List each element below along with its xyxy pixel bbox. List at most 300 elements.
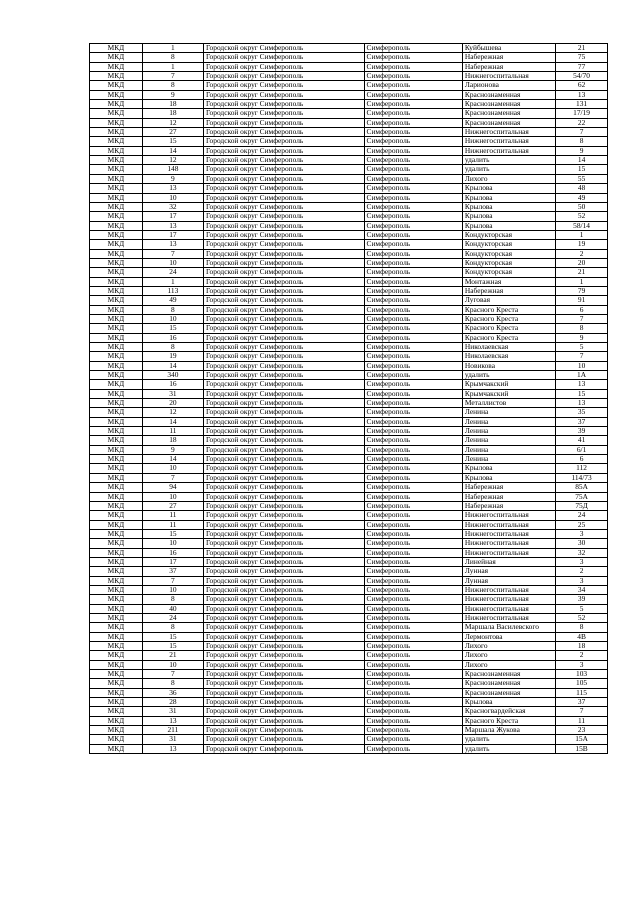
object-type-cell: МКД bbox=[90, 314, 143, 323]
number-cell: 13 bbox=[142, 184, 203, 193]
object-type-cell: МКД bbox=[90, 585, 143, 594]
table-row bbox=[90, 436, 608, 445]
city-cell: Симферополь bbox=[364, 286, 462, 295]
house-cell: 3 bbox=[556, 660, 608, 669]
table-row bbox=[90, 557, 608, 566]
table-row bbox=[90, 576, 608, 585]
house-cell: 15А bbox=[556, 735, 608, 744]
house-cell: 1А bbox=[556, 371, 608, 380]
street-cell: Крылова bbox=[462, 698, 555, 707]
city-cell: Симферополь bbox=[364, 436, 462, 445]
district-cell: Городской округ Симферополь bbox=[203, 314, 364, 323]
object-type-cell: МКД bbox=[90, 371, 143, 380]
house-cell: 4В bbox=[556, 632, 608, 641]
house-cell: 32 bbox=[556, 548, 608, 557]
city-cell: Симферополь bbox=[364, 333, 462, 342]
number-cell: 7 bbox=[142, 576, 203, 585]
street-cell: Новикова bbox=[462, 361, 555, 370]
city-cell: Симферополь bbox=[364, 128, 462, 137]
house-cell: 20 bbox=[556, 258, 608, 267]
house-cell: 39 bbox=[556, 427, 608, 436]
table-row bbox=[90, 44, 608, 53]
city-cell: Симферополь bbox=[364, 53, 462, 62]
table-row bbox=[90, 156, 608, 165]
object-type-cell: МКД bbox=[90, 698, 143, 707]
street-cell: Маршала Василевского bbox=[462, 623, 555, 632]
house-cell: 13 bbox=[556, 90, 608, 99]
object-type-cell: МКД bbox=[90, 455, 143, 464]
district-cell: Городской округ Симферополь bbox=[203, 427, 364, 436]
district-cell: Городской округ Симферополь bbox=[203, 90, 364, 99]
district-cell: Городской округ Симферополь bbox=[203, 660, 364, 669]
object-type-cell: МКД bbox=[90, 427, 143, 436]
house-cell: 58/14 bbox=[556, 221, 608, 230]
street-cell: Красного Креста bbox=[462, 314, 555, 323]
object-type-cell: МКД bbox=[90, 212, 143, 221]
district-cell: Городской округ Симферополь bbox=[203, 380, 364, 389]
table-row bbox=[90, 343, 608, 352]
district-cell: Городской округ Симферополь bbox=[203, 399, 364, 408]
street-cell: Краснознаменная bbox=[462, 670, 555, 679]
city-cell: Симферополь bbox=[364, 576, 462, 585]
object-type-cell: МКД bbox=[90, 604, 143, 613]
number-cell: 148 bbox=[142, 165, 203, 174]
table-row bbox=[90, 100, 608, 109]
table-row bbox=[90, 642, 608, 651]
street-cell: Набережная bbox=[462, 53, 555, 62]
street-cell: Красного Креста bbox=[462, 716, 555, 725]
object-type-cell: МКД bbox=[90, 623, 143, 632]
district-cell: Городской округ Симферополь bbox=[203, 184, 364, 193]
house-cell: 19 bbox=[556, 240, 608, 249]
district-cell: Городской округ Симферополь bbox=[203, 529, 364, 538]
house-cell: 15В bbox=[556, 744, 608, 753]
table-row bbox=[90, 688, 608, 697]
table-row bbox=[90, 399, 608, 408]
object-type-cell: МКД bbox=[90, 539, 143, 548]
object-type-cell: МКД bbox=[90, 716, 143, 725]
street-cell: Краснознаменная bbox=[462, 118, 555, 127]
object-type-cell: МКД bbox=[90, 632, 143, 641]
district-cell: Городской округ Симферополь bbox=[203, 165, 364, 174]
object-type-cell: МКД bbox=[90, 333, 143, 342]
table-row bbox=[90, 174, 608, 183]
table-row bbox=[90, 613, 608, 622]
street-cell: Набережная bbox=[462, 286, 555, 295]
number-cell: 15 bbox=[142, 324, 203, 333]
table-row bbox=[90, 567, 608, 576]
street-cell: Нижнегоспитальная bbox=[462, 548, 555, 557]
table-row bbox=[90, 501, 608, 510]
district-cell: Городской округ Симферополь bbox=[203, 436, 364, 445]
table-row bbox=[90, 585, 608, 594]
number-cell: 13 bbox=[142, 716, 203, 725]
number-cell: 8 bbox=[142, 679, 203, 688]
object-type-cell: МКД bbox=[90, 286, 143, 295]
number-cell: 13 bbox=[142, 744, 203, 753]
street-cell: Крымчакский bbox=[462, 380, 555, 389]
street-cell: Набережная bbox=[462, 62, 555, 71]
number-cell: 14 bbox=[142, 361, 203, 370]
street-cell: Куйбышева bbox=[462, 44, 555, 53]
city-cell: Симферополь bbox=[364, 670, 462, 679]
object-type-cell: МКД bbox=[90, 305, 143, 314]
object-type-cell: МКД bbox=[90, 445, 143, 454]
number-cell: 16 bbox=[142, 333, 203, 342]
street-cell: Красногвардейская bbox=[462, 707, 555, 716]
table-row bbox=[90, 249, 608, 258]
house-cell: 8 bbox=[556, 623, 608, 632]
object-type-cell: МКД bbox=[90, 389, 143, 398]
city-cell: Симферополь bbox=[364, 109, 462, 118]
street-cell: удалить bbox=[462, 371, 555, 380]
number-cell: 31 bbox=[142, 389, 203, 398]
street-cell: удалить bbox=[462, 156, 555, 165]
house-cell: 11 bbox=[556, 716, 608, 725]
object-type-cell: МКД bbox=[90, 165, 143, 174]
city-cell: Симферополь bbox=[364, 501, 462, 510]
table-row bbox=[90, 529, 608, 538]
number-cell: 1 bbox=[142, 277, 203, 286]
object-type-cell: МКД bbox=[90, 483, 143, 492]
table-row bbox=[90, 324, 608, 333]
house-cell: 39 bbox=[556, 595, 608, 604]
house-cell: 2 bbox=[556, 249, 608, 258]
street-cell: Крымчакский bbox=[462, 389, 555, 398]
city-cell: Симферополь bbox=[364, 258, 462, 267]
street-cell: Красного Креста bbox=[462, 333, 555, 342]
number-cell: 37 bbox=[142, 567, 203, 576]
street-cell: Лихого bbox=[462, 651, 555, 660]
object-type-cell: МКД bbox=[90, 651, 143, 660]
table-row bbox=[90, 305, 608, 314]
street-cell: Кондукторская bbox=[462, 249, 555, 258]
street-cell: Кондукторская bbox=[462, 230, 555, 239]
city-cell: Симферополь bbox=[364, 445, 462, 454]
number-cell: 9 bbox=[142, 174, 203, 183]
object-type-cell: МКД bbox=[90, 501, 143, 510]
city-cell: Симферополь bbox=[364, 642, 462, 651]
district-cell: Городской округ Симферополь bbox=[203, 249, 364, 258]
city-cell: Симферополь bbox=[364, 221, 462, 230]
house-cell: 23 bbox=[556, 726, 608, 735]
house-cell: 105 bbox=[556, 679, 608, 688]
number-cell: 211 bbox=[142, 726, 203, 735]
object-type-cell: МКД bbox=[90, 296, 143, 305]
city-cell: Симферополь bbox=[364, 240, 462, 249]
table-row bbox=[90, 53, 608, 62]
house-cell: 30 bbox=[556, 539, 608, 548]
table-row bbox=[90, 520, 608, 529]
table-row bbox=[90, 473, 608, 482]
object-type-cell: МКД bbox=[90, 464, 143, 473]
district-cell: Городской округ Симферополь bbox=[203, 698, 364, 707]
object-type-cell: МКД bbox=[90, 399, 143, 408]
object-type-cell: МКД bbox=[90, 520, 143, 529]
table-row bbox=[90, 352, 608, 361]
street-cell: Николаевская bbox=[462, 352, 555, 361]
house-cell: 21 bbox=[556, 44, 608, 53]
table-row bbox=[90, 623, 608, 632]
city-cell: Симферополь bbox=[364, 277, 462, 286]
street-cell: Лихого bbox=[462, 642, 555, 651]
street-cell: Луговая bbox=[462, 296, 555, 305]
number-cell: 113 bbox=[142, 286, 203, 295]
street-cell: удалить bbox=[462, 744, 555, 753]
house-cell: 18 bbox=[556, 642, 608, 651]
district-cell: Городской округ Симферополь bbox=[203, 623, 364, 632]
number-cell: 10 bbox=[142, 492, 203, 501]
district-cell: Городской округ Симферополь bbox=[203, 212, 364, 221]
table-row bbox=[90, 81, 608, 90]
number-cell: 32 bbox=[142, 202, 203, 211]
number-cell: 36 bbox=[142, 688, 203, 697]
number-cell: 17 bbox=[142, 212, 203, 221]
district-cell: Городской округ Симферополь bbox=[203, 324, 364, 333]
district-cell: Городской округ Симферополь bbox=[203, 371, 364, 380]
table-row bbox=[90, 90, 608, 99]
house-cell: 3 bbox=[556, 576, 608, 585]
street-cell: Нижнегоспитальная bbox=[462, 585, 555, 594]
number-cell: 15 bbox=[142, 642, 203, 651]
street-cell: Краснознаменная bbox=[462, 100, 555, 109]
house-cell: 14 bbox=[556, 156, 608, 165]
number-cell: 16 bbox=[142, 548, 203, 557]
district-cell: Городской округ Симферополь bbox=[203, 333, 364, 342]
number-cell: 14 bbox=[142, 146, 203, 155]
district-cell: Городской округ Симферополь bbox=[203, 604, 364, 613]
district-cell: Городской округ Симферополь bbox=[203, 670, 364, 679]
number-cell: 28 bbox=[142, 698, 203, 707]
street-cell: Краснознаменная bbox=[462, 90, 555, 99]
city-cell: Симферополь bbox=[364, 567, 462, 576]
object-type-cell: МКД bbox=[90, 613, 143, 622]
city-cell: Симферополь bbox=[364, 585, 462, 594]
object-type-cell: МКД bbox=[90, 184, 143, 193]
table-row bbox=[90, 212, 608, 221]
street-cell: Монтажная bbox=[462, 277, 555, 286]
city-cell: Симферополь bbox=[364, 464, 462, 473]
city-cell: Симферополь bbox=[364, 623, 462, 632]
object-type-cell: МКД bbox=[90, 511, 143, 520]
object-type-cell: МКД bbox=[90, 744, 143, 753]
street-cell: Николаевская bbox=[462, 343, 555, 352]
table-row bbox=[90, 427, 608, 436]
table-row bbox=[90, 314, 608, 323]
city-cell: Симферополь bbox=[364, 679, 462, 688]
table-row bbox=[90, 698, 608, 707]
house-cell: 55 bbox=[556, 174, 608, 183]
city-cell: Симферополь bbox=[364, 408, 462, 417]
number-cell: 10 bbox=[142, 464, 203, 473]
table-row bbox=[90, 670, 608, 679]
number-cell: 14 bbox=[142, 455, 203, 464]
number-cell: 19 bbox=[142, 352, 203, 361]
district-cell: Городской округ Симферополь bbox=[203, 557, 364, 566]
table-row bbox=[90, 296, 608, 305]
table-row bbox=[90, 707, 608, 716]
house-cell: 6/1 bbox=[556, 445, 608, 454]
city-cell: Симферополь bbox=[364, 698, 462, 707]
table-row bbox=[90, 165, 608, 174]
city-cell: Симферополь bbox=[364, 249, 462, 258]
district-cell: Городской округ Симферополь bbox=[203, 305, 364, 314]
house-cell: 2 bbox=[556, 567, 608, 576]
district-cell: Городской округ Симферополь bbox=[203, 520, 364, 529]
house-cell: 54/70 bbox=[556, 72, 608, 81]
city-cell: Симферополь bbox=[364, 632, 462, 641]
city-cell: Симферополь bbox=[364, 324, 462, 333]
city-cell: Симферополь bbox=[364, 716, 462, 725]
table-row bbox=[90, 679, 608, 688]
street-cell: Крылова bbox=[462, 221, 555, 230]
street-cell: Маршала Жукова bbox=[462, 726, 555, 735]
table-row bbox=[90, 735, 608, 744]
house-cell: 3 bbox=[556, 557, 608, 566]
object-type-cell: МКД bbox=[90, 240, 143, 249]
table-row bbox=[90, 361, 608, 370]
district-cell: Городской округ Симферополь bbox=[203, 707, 364, 716]
table-row bbox=[90, 72, 608, 81]
table-row bbox=[90, 483, 608, 492]
house-cell: 13 bbox=[556, 380, 608, 389]
house-cell: 62 bbox=[556, 81, 608, 90]
object-type-cell: МКД bbox=[90, 595, 143, 604]
city-cell: Симферополь bbox=[364, 314, 462, 323]
street-cell: Кондукторская bbox=[462, 258, 555, 267]
house-cell: 114/73 bbox=[556, 473, 608, 482]
district-cell: Городской округ Симферополь bbox=[203, 632, 364, 641]
house-cell: 75Д bbox=[556, 501, 608, 510]
district-cell: Городской округ Симферополь bbox=[203, 53, 364, 62]
district-cell: Городской округ Симферополь bbox=[203, 343, 364, 352]
registry-table-body bbox=[90, 44, 608, 754]
object-type-cell: МКД bbox=[90, 492, 143, 501]
city-cell: Симферополь bbox=[364, 72, 462, 81]
district-cell: Городской округ Симферополь bbox=[203, 417, 364, 426]
city-cell: Симферополь bbox=[364, 305, 462, 314]
object-type-cell: МКД bbox=[90, 352, 143, 361]
object-type-cell: МКД bbox=[90, 62, 143, 71]
district-cell: Городской округ Симферополь bbox=[203, 492, 364, 501]
city-cell: Симферополь bbox=[364, 427, 462, 436]
city-cell: Симферополь bbox=[364, 146, 462, 155]
number-cell: 15 bbox=[142, 529, 203, 538]
number-cell: 15 bbox=[142, 137, 203, 146]
city-cell: Симферополь bbox=[364, 165, 462, 174]
object-type-cell: МКД bbox=[90, 343, 143, 352]
number-cell: 11 bbox=[142, 511, 203, 520]
number-cell: 20 bbox=[142, 399, 203, 408]
district-cell: Городской округ Симферополь bbox=[203, 445, 364, 454]
city-cell: Симферополь bbox=[364, 492, 462, 501]
street-cell: Лунная bbox=[462, 576, 555, 585]
table-row bbox=[90, 595, 608, 604]
street-cell: Лунная bbox=[462, 567, 555, 576]
table-row bbox=[90, 137, 608, 146]
number-cell: 31 bbox=[142, 707, 203, 716]
object-type-cell: МКД bbox=[90, 100, 143, 109]
table-row bbox=[90, 389, 608, 398]
district-cell: Городской округ Симферополь bbox=[203, 595, 364, 604]
object-type-cell: МКД bbox=[90, 53, 143, 62]
house-cell: 5 bbox=[556, 604, 608, 613]
number-cell: 12 bbox=[142, 408, 203, 417]
street-cell: Линейная bbox=[462, 557, 555, 566]
street-cell: Нижнегоспитальная bbox=[462, 146, 555, 155]
city-cell: Симферополь bbox=[364, 62, 462, 71]
number-cell: 10 bbox=[142, 660, 203, 669]
table-row bbox=[90, 464, 608, 473]
object-type-cell: МКД bbox=[90, 44, 143, 53]
number-cell: 8 bbox=[142, 53, 203, 62]
district-cell: Городской округ Симферополь bbox=[203, 146, 364, 155]
district-cell: Городской округ Симферополь bbox=[203, 296, 364, 305]
street-cell: Крылова bbox=[462, 193, 555, 202]
district-cell: Городской округ Симферополь bbox=[203, 72, 364, 81]
object-type-cell: МКД bbox=[90, 548, 143, 557]
house-cell: 9 bbox=[556, 333, 608, 342]
house-cell: 10 bbox=[556, 361, 608, 370]
city-cell: Симферополь bbox=[364, 352, 462, 361]
city-cell: Симферополь bbox=[364, 90, 462, 99]
object-type-cell: МКД bbox=[90, 146, 143, 155]
city-cell: Симферополь bbox=[364, 268, 462, 277]
table-row bbox=[90, 660, 608, 669]
number-cell: 10 bbox=[142, 314, 203, 323]
city-cell: Симферополь bbox=[364, 389, 462, 398]
street-cell: Ленина bbox=[462, 445, 555, 454]
object-type-cell: МКД bbox=[90, 660, 143, 669]
house-cell: 75А bbox=[556, 492, 608, 501]
street-cell: Набережная bbox=[462, 492, 555, 501]
house-cell: 37 bbox=[556, 417, 608, 426]
table-row bbox=[90, 445, 608, 454]
street-cell: Металлистов bbox=[462, 399, 555, 408]
table-row bbox=[90, 230, 608, 239]
object-type-cell: МКД bbox=[90, 221, 143, 230]
table-row bbox=[90, 604, 608, 613]
number-cell: 8 bbox=[142, 595, 203, 604]
object-type-cell: МКД bbox=[90, 436, 143, 445]
object-type-cell: МКД bbox=[90, 726, 143, 735]
street-cell: Краснознаменная bbox=[462, 688, 555, 697]
object-type-cell: МКД bbox=[90, 268, 143, 277]
house-cell: 24 bbox=[556, 511, 608, 520]
object-type-cell: МКД bbox=[90, 137, 143, 146]
district-cell: Городской округ Симферополь bbox=[203, 716, 364, 725]
street-cell: Красного Креста bbox=[462, 305, 555, 314]
city-cell: Симферополь bbox=[364, 44, 462, 53]
number-cell: 18 bbox=[142, 109, 203, 118]
street-cell: Кондукторская bbox=[462, 268, 555, 277]
house-cell: 52 bbox=[556, 212, 608, 221]
table-row bbox=[90, 651, 608, 660]
district-cell: Городской округ Симферополь bbox=[203, 408, 364, 417]
city-cell: Симферополь bbox=[364, 529, 462, 538]
street-cell: Красного Креста bbox=[462, 324, 555, 333]
object-type-cell: МКД bbox=[90, 81, 143, 90]
object-type-cell: МКД bbox=[90, 258, 143, 267]
city-cell: Симферополь bbox=[364, 613, 462, 622]
number-cell: 27 bbox=[142, 501, 203, 510]
city-cell: Симферополь bbox=[364, 137, 462, 146]
house-cell: 77 bbox=[556, 62, 608, 71]
city-cell: Симферополь bbox=[364, 473, 462, 482]
district-cell: Городской округ Симферополь bbox=[203, 389, 364, 398]
number-cell: 11 bbox=[142, 520, 203, 529]
district-cell: Городской округ Симферополь bbox=[203, 567, 364, 576]
